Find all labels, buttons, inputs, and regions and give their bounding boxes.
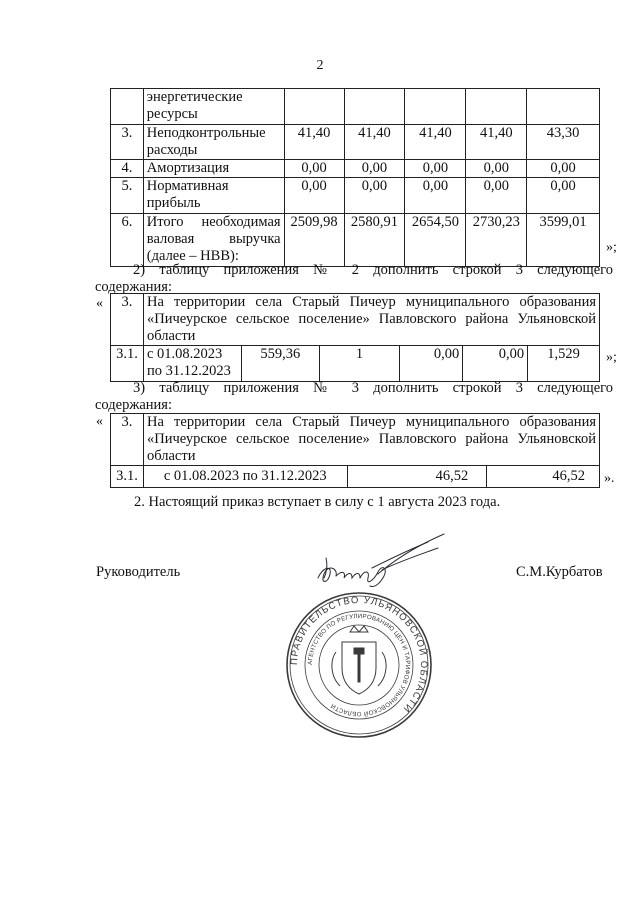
value-cell: 0,00 <box>466 178 527 214</box>
value-cell: 0,00 <box>405 160 466 178</box>
table-row <box>111 89 600 125</box>
value-cell: 0,00 <box>344 160 405 178</box>
value-cell: 0,00 <box>284 178 344 214</box>
signatory-position: Руководитель <box>96 564 181 580</box>
value-cell: 559,36 <box>241 346 319 382</box>
row-number: 3. <box>111 294 144 346</box>
value-cell: 41,40 <box>405 125 466 160</box>
value-cell: 41,40 <box>344 125 405 160</box>
row-number: 5. <box>111 178 144 214</box>
row-number: 4. <box>111 160 144 178</box>
period-cell: с 01.08.2023 по 31.12.2023 <box>143 466 347 488</box>
value-cell <box>284 89 344 125</box>
appendix3-table <box>110 413 600 488</box>
row-name: энергетические ресурсы <box>143 89 284 125</box>
value-cell <box>405 89 466 125</box>
value-cell: 46,52 <box>347 466 487 488</box>
row-number: 3. <box>111 125 144 160</box>
table-row <box>111 160 600 178</box>
page-number: 2 <box>316 58 324 73</box>
table-row <box>111 214 600 267</box>
row-name: Итого необходимая валовая выручка (далее – НВВ): <box>143 214 284 267</box>
table-row <box>111 178 600 214</box>
value-cell: 0,00 <box>527 160 600 178</box>
table-row <box>111 294 600 346</box>
value-cell: 0,00 <box>344 178 405 214</box>
closing-quote: »; <box>606 240 617 255</box>
value-cell: 2509,98 <box>284 214 344 267</box>
stamp-inner-text: АГЕНТСТВО ПО РЕГУЛИРОВАНИЮ ЦЕН И ТАРИФОВ УЛЬЯНОВСКОЙ ОБЛАСТИ <box>306 612 412 718</box>
value-cell: 0,00 <box>284 160 344 178</box>
handwritten-signature <box>312 528 452 592</box>
value-cell: 43,30 <box>527 125 600 160</box>
value-cell: 0,00 <box>527 178 600 214</box>
territory-heading: На территории села Старый Пичеур муниципального образования «Пичеурское сельское поселение» Павловского района Ульяновской области <box>143 294 599 346</box>
opening-quote: « <box>96 296 103 311</box>
value-cell: 1,529 <box>528 346 600 382</box>
table-row <box>111 346 600 382</box>
opening-quote: « <box>96 414 103 429</box>
value-cell: 0,00 <box>405 178 466 214</box>
value-cell: 41,40 <box>466 125 527 160</box>
value-cell: 0,00 <box>466 160 527 178</box>
value-cell: 41,40 <box>284 125 344 160</box>
row-name: Нормативная прибыль <box>143 178 284 214</box>
closing-quote: »; <box>606 350 617 365</box>
value-cell: 2730,23 <box>466 214 527 267</box>
stamp-outer-text: ПРАВИТЕЛЬСТВО УЛЬЯНОВСКОЙ ОБЛАСТИ <box>288 594 430 715</box>
value-cell: 2654,50 <box>405 214 466 267</box>
value-cell: 3599,01 <box>527 214 600 267</box>
value-cell <box>527 89 600 125</box>
territory-heading: На территории села Старый Пичеур муниципального образования «Пичеурское сельское поселение» Павловского района Ульяновской области <box>143 414 599 466</box>
table-row <box>111 125 600 160</box>
row-number: 6. <box>111 214 144 267</box>
value-cell: 46,52 <box>487 466 600 488</box>
value-cell: 0,00 <box>463 346 528 382</box>
table-row <box>111 466 600 488</box>
table-row <box>111 414 600 466</box>
row-name: Амортизация <box>143 160 284 178</box>
paragraph-effective-date: 2. Настоящий приказ вступает в силу с 1 августа 2023 года. <box>134 494 501 510</box>
period-cell: с 01.08.2023 по 31.12.2023 <box>143 346 241 382</box>
row-name: Неподконтрольные расходы <box>143 125 284 160</box>
value-cell: 1 <box>319 346 400 382</box>
value-cell <box>344 89 405 125</box>
paragraph-item-2: 2) таблицу приложения № 2 дополнить строкой 3 следующего содержания: <box>95 262 613 295</box>
row-number: 3.1. <box>111 346 144 382</box>
tariff-table-continuation <box>110 88 600 267</box>
official-seal-stamp <box>284 590 434 740</box>
value-cell: 0,00 <box>400 346 463 382</box>
closing-quote: ». <box>604 471 615 486</box>
signatory-name: С.М.Курбатов <box>516 564 603 580</box>
value-cell <box>466 89 527 125</box>
value-cell: 2580,91 <box>344 214 405 267</box>
row-number <box>111 89 144 125</box>
row-number: 3. <box>111 414 144 466</box>
appendix2-table <box>110 293 600 382</box>
row-number: 3.1. <box>111 466 144 488</box>
paragraph-item-3: 3) таблицу приложения № 3 дополнить строкой 3 следующего содержания: <box>95 380 613 413</box>
